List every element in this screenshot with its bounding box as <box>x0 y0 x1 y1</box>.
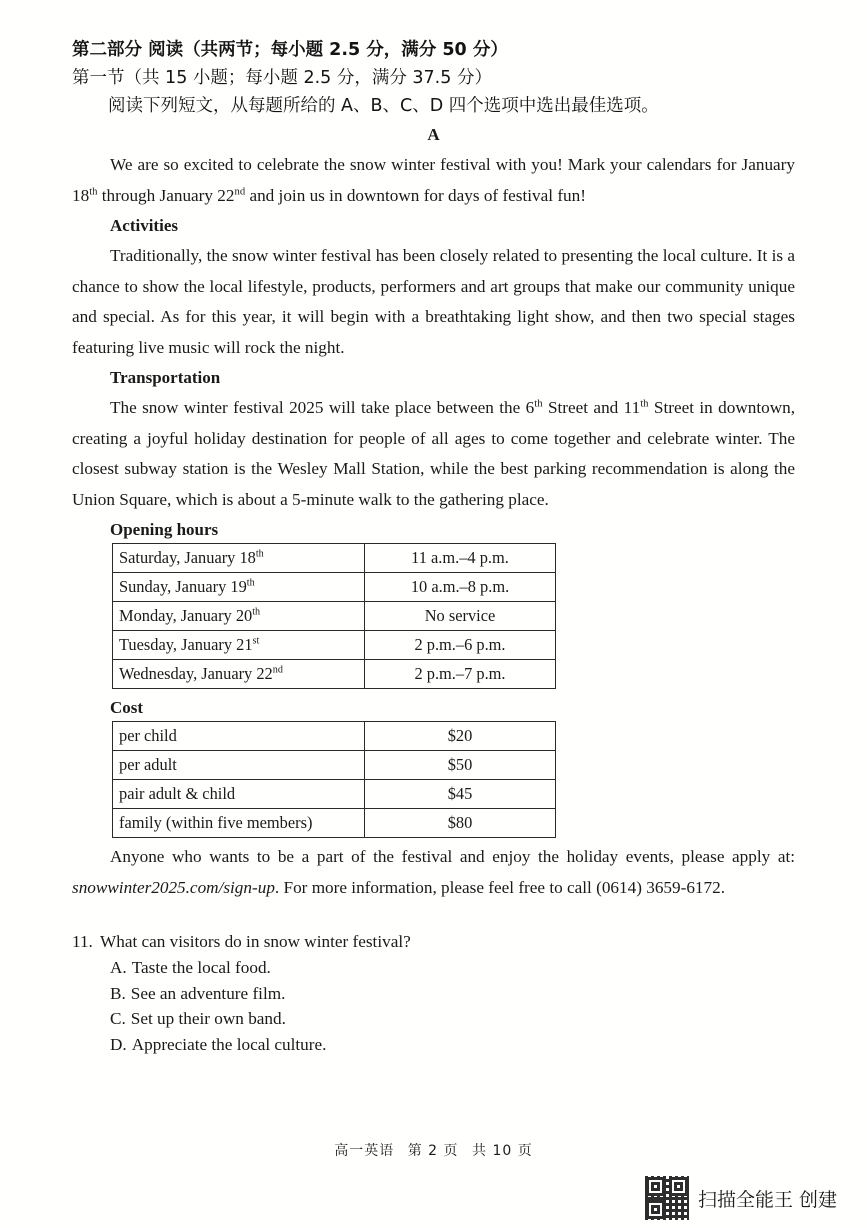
transportation-sup-2: th <box>640 398 649 410</box>
day-sup: st <box>252 635 260 647</box>
cost-body <box>113 722 556 838</box>
transportation-text-3: Street in downtown, creating a joyful holiday destination for people of all ages to come together and celebrate winter. The closest subway station is the Wesley Mall Station, while the best parking recommendation is along the Union Square, which is about a 5-minute walk to the gathering place. <box>72 398 795 509</box>
transportation-paragraph <box>72 393 795 515</box>
option-c-letter: C. <box>110 1009 126 1028</box>
table-row <box>113 722 556 751</box>
page-footer <box>0 1140 867 1160</box>
cost-label: Cost <box>110 698 144 717</box>
option-a[interactable] <box>72 955 795 981</box>
option-c-text: Set up their own band. <box>130 1009 286 1028</box>
opening-hours-label: Opening hours <box>110 520 219 539</box>
table-row <box>113 602 556 631</box>
cost-price-cell: $20 <box>365 722 556 751</box>
transportation-sup-1: th <box>534 398 543 410</box>
cost-price-cell: $50 <box>365 751 556 780</box>
option-b-text: See an adventure film. <box>130 983 286 1003</box>
qr-corner-icon <box>646 1200 665 1219</box>
option-a-letter: A. <box>110 958 127 977</box>
intro-paragraph <box>72 150 795 211</box>
opening-hours-day-cell <box>113 631 365 660</box>
opening-hours-value-cell: 11 a.m.–4 p.m. <box>365 544 556 573</box>
footer-page-number: 第 2 页 <box>407 1143 459 1159</box>
day-text: Sunday, January 19 <box>119 577 247 596</box>
option-b[interactable] <box>72 981 795 1007</box>
table-row <box>113 809 556 838</box>
intro-text-3: and join us in downtown for days of festival fun! <box>245 185 586 205</box>
table-row <box>113 544 556 573</box>
camscanner-watermark <box>645 1176 837 1220</box>
opening-hours-body <box>113 544 556 689</box>
intro-sup-2: nd <box>234 185 246 197</box>
opening-hours-value-cell: No service <box>365 602 556 631</box>
option-d-letter: D. <box>110 1034 127 1054</box>
day-text: Monday, January 20 <box>119 606 253 625</box>
page-content <box>72 36 795 1057</box>
day-text: Wednesday, January 22 <box>119 664 273 683</box>
table-row <box>113 573 556 602</box>
day-sup: th <box>252 606 261 618</box>
transportation-text-1: The snow winter festival 2025 will take place between the 6 <box>110 398 535 417</box>
part-heading: 第二部分 阅读（共两节；每小题 2.5 分，满分 50 分） <box>72 40 508 60</box>
activities-heading: Activities <box>110 216 178 235</box>
transportation-heading: Transportation <box>110 368 221 387</box>
opening-hours-day-cell <box>113 573 365 602</box>
opening-hours-day-cell <box>113 660 365 689</box>
cost-price-cell: $80 <box>365 809 556 838</box>
intro-text-2: through January 22 <box>97 185 235 205</box>
intro-sup-1: th <box>89 185 98 197</box>
option-d[interactable] <box>72 1032 795 1058</box>
day-sup: nd <box>272 664 283 676</box>
cost-item-cell: per adult <box>113 751 365 780</box>
cost-table <box>112 721 556 838</box>
activities-paragraph: Traditionally, the snow winter festival has been closely related to presenting the local culture. It is a chance to show the local lifestyle, products, performers and art groups that make our community unique and special. As for this year, it will begin with a breathtaking light show, and then two special stages featuring live music will rock the night. <box>72 246 795 357</box>
closing-text-2: . For more information, please feel free to call (0614) 3659-6172. <box>274 877 725 897</box>
opening-hours-value-cell: 2 p.m.–7 p.m. <box>365 660 556 689</box>
opening-hours-value-cell: 10 a.m.–8 p.m. <box>365 573 556 602</box>
opening-hours-table <box>112 543 556 689</box>
cost-price-cell: $45 <box>365 780 556 809</box>
option-a-text: Taste the local food. <box>131 958 271 977</box>
option-b-letter: B. <box>110 983 126 1003</box>
opening-hours-value-cell: 2 p.m.–6 p.m. <box>365 631 556 660</box>
footer-subject: 高一英语 <box>334 1143 395 1159</box>
intro-text-1: We are so excited to celebrate the snow winter festival with you! Mark your calendars for January 18 <box>72 155 795 205</box>
table-row <box>113 631 556 660</box>
closing-text-1: Anyone who wants to be a part of the festival and enjoy the holiday events, please apply at: <box>110 847 795 866</box>
option-c[interactable] <box>72 1006 795 1032</box>
instruction-line: 阅读下列短文，从每题所给的 A、B、C、D 四个选项中选出最佳选项。 <box>108 96 659 116</box>
question-stem-line <box>72 929 795 955</box>
question-stem: What can visitors do in snow winter festival? <box>100 932 411 951</box>
cost-item-cell: family (within five members) <box>113 809 365 838</box>
day-sup: th <box>255 548 264 560</box>
table-row <box>113 660 556 689</box>
day-sup: th <box>246 577 255 589</box>
cost-item-cell: pair adult & child <box>113 780 365 809</box>
question-11 <box>72 929 795 1057</box>
footer-total-pages: 共 10 页 <box>472 1143 533 1159</box>
day-text: Tuesday, January 21 <box>119 635 253 654</box>
transportation-text-2: Street and 11 <box>542 398 641 417</box>
option-d-text: Appreciate the local culture. <box>131 1034 327 1054</box>
cost-item-cell: per child <box>113 722 365 751</box>
opening-hours-day-cell <box>113 544 365 573</box>
passage-letter: A <box>427 125 440 144</box>
table-row <box>113 780 556 809</box>
opening-hours-day-cell <box>113 602 365 631</box>
table-row <box>113 751 556 780</box>
section-heading: 第一节（共 15 小题；每小题 2.5 分，满分 37.5 分） <box>72 68 492 88</box>
watermark-text: 扫描全能王 创建 <box>698 1188 838 1211</box>
closing-paragraph <box>72 842 795 903</box>
signup-url: snowwinter2025.com/sign-up <box>72 877 275 897</box>
day-text: Saturday, January 18 <box>119 548 256 567</box>
qr-code-icon <box>645 1176 689 1220</box>
question-number: 11. <box>72 932 93 951</box>
